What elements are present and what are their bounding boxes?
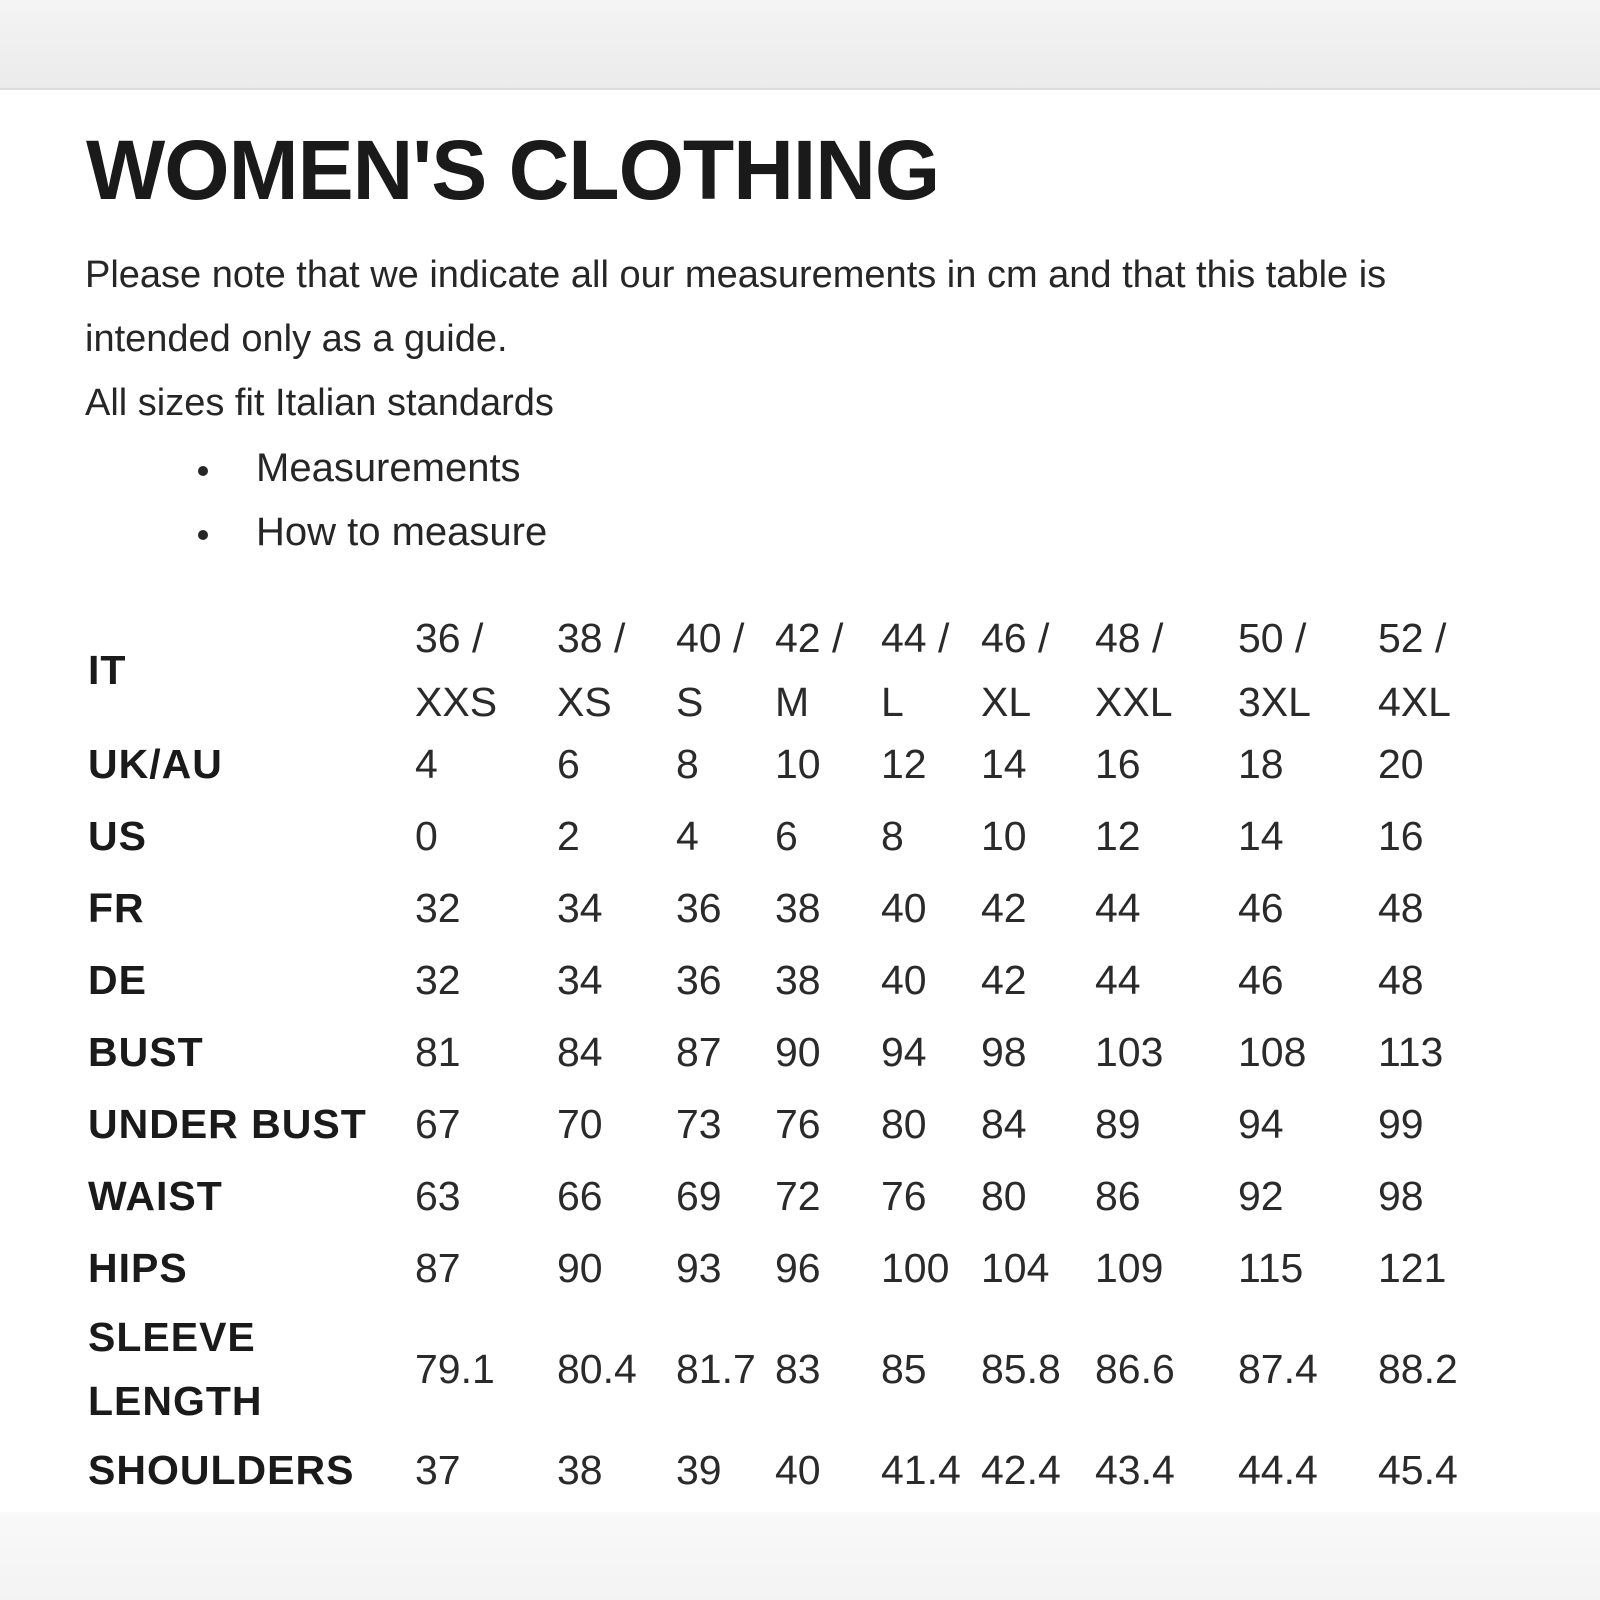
table-cell: 70 <box>557 1101 603 1147</box>
header-size: 52 / <box>1378 615 1447 661</box>
table-cell: 38 <box>775 885 821 931</box>
header-cell <box>1095 612 1173 728</box>
table-cell: 48 <box>1378 885 1424 931</box>
row-label: DE <box>88 957 147 1003</box>
row-label: SHOULDERS <box>88 1447 355 1493</box>
header-cell <box>1378 612 1451 728</box>
header-letter: XXS <box>415 679 498 725</box>
table-cell: 2 <box>557 813 580 859</box>
table-cell: 115 <box>1238 1245 1304 1291</box>
table-cell: 40 <box>775 1447 821 1493</box>
table-cell: 76 <box>881 1173 927 1219</box>
table-cell: 10 <box>775 741 821 787</box>
table-cell: 80 <box>881 1101 927 1147</box>
header-letter: XL <box>981 679 1032 725</box>
table-cell: 113 <box>1378 1029 1444 1075</box>
page-title: WOMEN'S CLOTHING <box>86 123 940 217</box>
table-cell: 94 <box>881 1029 927 1075</box>
table-cell: 80.4 <box>557 1346 637 1392</box>
row-label: UK/AU <box>88 741 223 787</box>
table-cell: 8 <box>881 813 904 859</box>
bottom-scroll-fade <box>0 1512 1600 1600</box>
table-cell: 86.6 <box>1095 1346 1175 1392</box>
table-cell: 4 <box>415 741 438 787</box>
row-label: SLEEVE LENGTH <box>88 1314 263 1424</box>
intro-standards: All sizes fit Italian standards <box>85 382 554 424</box>
table-cell: 85 <box>881 1346 927 1392</box>
table-cell: 46 <box>1238 957 1284 1003</box>
how-to-measure-link[interactable]: How to measure <box>196 500 547 564</box>
header-cell <box>775 612 843 728</box>
table-cell: 38 <box>557 1447 603 1493</box>
table-cell: 42 <box>981 885 1027 931</box>
table-cell: 32 <box>415 885 461 931</box>
table-cell: 12 <box>881 741 927 787</box>
table-cell: 36 <box>676 885 722 931</box>
table-cell: 46 <box>1238 885 1284 931</box>
header-cell <box>676 612 744 728</box>
table-cell: 98 <box>1378 1173 1424 1219</box>
header-letter: M <box>775 679 810 725</box>
table-cell: 81 <box>415 1029 461 1075</box>
browser-top-bar <box>0 0 1600 90</box>
table-cell: 73 <box>676 1101 722 1147</box>
header-size: 40 / <box>676 615 745 661</box>
table-cell: 43.4 <box>1095 1447 1175 1493</box>
table-cell: 85.8 <box>981 1346 1061 1392</box>
table-cell: 98 <box>981 1029 1027 1075</box>
table-cell: 42.4 <box>981 1447 1061 1493</box>
table-cell: 40 <box>881 885 927 931</box>
table-cell: 104 <box>981 1245 1050 1291</box>
table-cell: 93 <box>676 1245 722 1291</box>
header-letter: XS <box>557 679 612 725</box>
table-cell: 4 <box>676 813 699 859</box>
table-cell: 109 <box>1095 1245 1164 1291</box>
table-cell: 108 <box>1238 1029 1307 1075</box>
table-cell: 44 <box>1095 885 1141 931</box>
table-cell: 16 <box>1095 741 1141 787</box>
header-cell <box>1238 612 1311 728</box>
table-cell: 37 <box>415 1447 461 1493</box>
table-cell: 34 <box>557 957 603 1003</box>
table-cell: 86 <box>1095 1173 1141 1219</box>
row-label: FR <box>88 885 145 931</box>
table-cell: 94 <box>1238 1101 1284 1147</box>
table-cell: 14 <box>981 741 1027 787</box>
table-cell: 92 <box>1238 1173 1284 1219</box>
header-cell <box>415 612 497 728</box>
table-cell: 99 <box>1378 1101 1424 1147</box>
measurements-link[interactable]: Measurements <box>196 436 547 500</box>
header-size: 46 / <box>981 615 1050 661</box>
table-cell: 34 <box>557 885 603 931</box>
table-cell: 76 <box>775 1101 821 1147</box>
table-cell: 42 <box>981 957 1027 1003</box>
header-label: IT <box>88 647 127 693</box>
table-cell: 87 <box>676 1029 722 1075</box>
table-cell: 10 <box>981 813 1027 859</box>
row-label: UNDER BUST <box>88 1101 367 1147</box>
table-cell: 44 <box>1095 957 1141 1003</box>
header-cell <box>557 612 625 728</box>
header-letter: 3XL <box>1238 679 1311 725</box>
table-cell: 45.4 <box>1378 1447 1458 1493</box>
header-size: 48 / <box>1095 615 1164 661</box>
header-cell <box>981 612 1049 728</box>
header-size: 38 / <box>557 615 626 661</box>
table-cell: 12 <box>1095 813 1141 859</box>
guide-links <box>196 436 547 564</box>
header-size: 36 / <box>415 615 484 661</box>
table-cell: 84 <box>557 1029 603 1075</box>
table-cell: 66 <box>557 1173 603 1219</box>
table-cell: 81.7 <box>676 1346 756 1392</box>
table-cell: 87 <box>415 1245 461 1291</box>
table-cell: 87.4 <box>1238 1346 1318 1392</box>
table-cell: 32 <box>415 957 461 1003</box>
table-cell: 103 <box>1095 1029 1164 1075</box>
header-size: 50 / <box>1238 615 1307 661</box>
table-cell: 100 <box>881 1245 950 1291</box>
table-cell: 6 <box>775 813 798 859</box>
table-cell: 40 <box>881 957 927 1003</box>
intro-text <box>85 243 1485 435</box>
table-cell: 20 <box>1378 741 1424 787</box>
table-cell: 67 <box>415 1101 461 1147</box>
table-cell: 90 <box>557 1245 603 1291</box>
row-label: HIPS <box>88 1245 188 1291</box>
table-cell: 18 <box>1238 741 1284 787</box>
table-cell: 16 <box>1378 813 1424 859</box>
table-cell: 88.2 <box>1378 1346 1458 1392</box>
table-cell: 36 <box>676 957 722 1003</box>
table-cell: 121 <box>1378 1245 1447 1291</box>
table-cell: 90 <box>775 1029 821 1075</box>
row-label: US <box>88 813 147 859</box>
table-cell: 79.1 <box>415 1346 495 1392</box>
table-cell: 48 <box>1378 957 1424 1003</box>
table-cell: 69 <box>676 1173 722 1219</box>
header-letter: XXL <box>1095 679 1173 725</box>
header-cell <box>881 612 949 728</box>
table-cell: 83 <box>775 1346 821 1392</box>
header-size: 42 / <box>775 615 844 661</box>
table-cell: 0 <box>415 813 438 859</box>
table-cell: 14 <box>1238 813 1284 859</box>
table-cell: 63 <box>415 1173 461 1219</box>
header-letter: S <box>676 679 704 725</box>
table-cell: 41.4 <box>881 1447 961 1493</box>
table-cell: 44.4 <box>1238 1447 1318 1493</box>
table-cell: 89 <box>1095 1101 1141 1147</box>
header-size: 44 / <box>881 615 950 661</box>
intro-note: Please note that we indicate all our measurements in cm and that this table is intended only as a guide. <box>85 254 1387 360</box>
table-cell: 72 <box>775 1173 821 1219</box>
table-cell: 8 <box>676 741 699 787</box>
row-label: BUST <box>88 1029 204 1075</box>
table-cell: 6 <box>557 741 580 787</box>
header-letter: 4XL <box>1378 679 1451 725</box>
table-cell: 80 <box>981 1173 1027 1219</box>
table-cell: 39 <box>676 1447 722 1493</box>
table-cell: 96 <box>775 1245 821 1291</box>
table-cell: 84 <box>981 1101 1027 1147</box>
header-letter: L <box>881 679 904 725</box>
row-label: WAIST <box>88 1173 223 1219</box>
table-cell: 38 <box>775 957 821 1003</box>
